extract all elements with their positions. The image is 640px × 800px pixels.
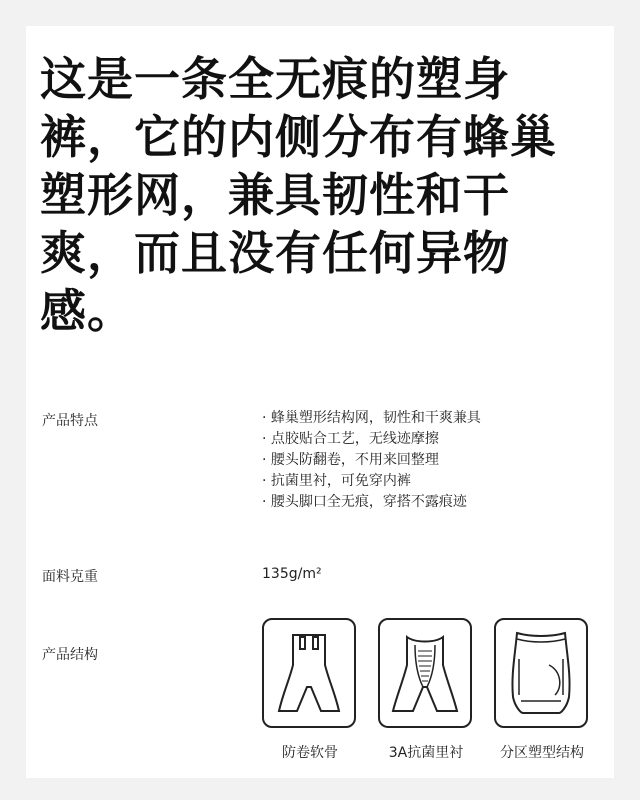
anti-roll-boning-icon bbox=[262, 618, 356, 728]
structure-label: 产品结构 bbox=[42, 647, 98, 663]
structure-item-label: 防卷软骨 bbox=[282, 745, 338, 761]
features-label: 产品特点 bbox=[42, 413, 98, 429]
product-card bbox=[26, 26, 614, 778]
structure-item-label: 3A抗菌里衬 bbox=[388, 745, 464, 761]
zoned-shaping-icon bbox=[494, 618, 588, 728]
feature-item: · 点胶贴合工艺，无线迹摩擦 bbox=[262, 429, 602, 450]
feature-item: · 腰头防翻卷，不用来回整理 bbox=[262, 450, 602, 471]
structure-item bbox=[494, 618, 590, 762]
feature-item: · 蜂巢塑形结构网，韧性和干爽兼具 bbox=[262, 408, 602, 429]
fabric-weight-label: 面料克重 bbox=[42, 569, 98, 585]
structure-item bbox=[262, 618, 358, 762]
features-list bbox=[262, 408, 602, 513]
structure-item-label: 分区塑型结构 bbox=[500, 745, 584, 761]
fabric-weight-value: 135g/m² bbox=[262, 566, 322, 582]
feature-item: · 腰头脚口全无痕，穿搭不露痕迹 bbox=[262, 492, 602, 513]
feature-item: · 抗菌里衬，可免穿内裤 bbox=[262, 471, 602, 492]
antibacterial-lining-icon bbox=[378, 618, 472, 728]
headline: 这是一条全无痕的塑身裤，它的内侧分布有蜂巢塑形网，兼具韧性和干爽，而且没有任何异物感。 bbox=[40, 52, 557, 338]
structure-item bbox=[378, 618, 474, 762]
